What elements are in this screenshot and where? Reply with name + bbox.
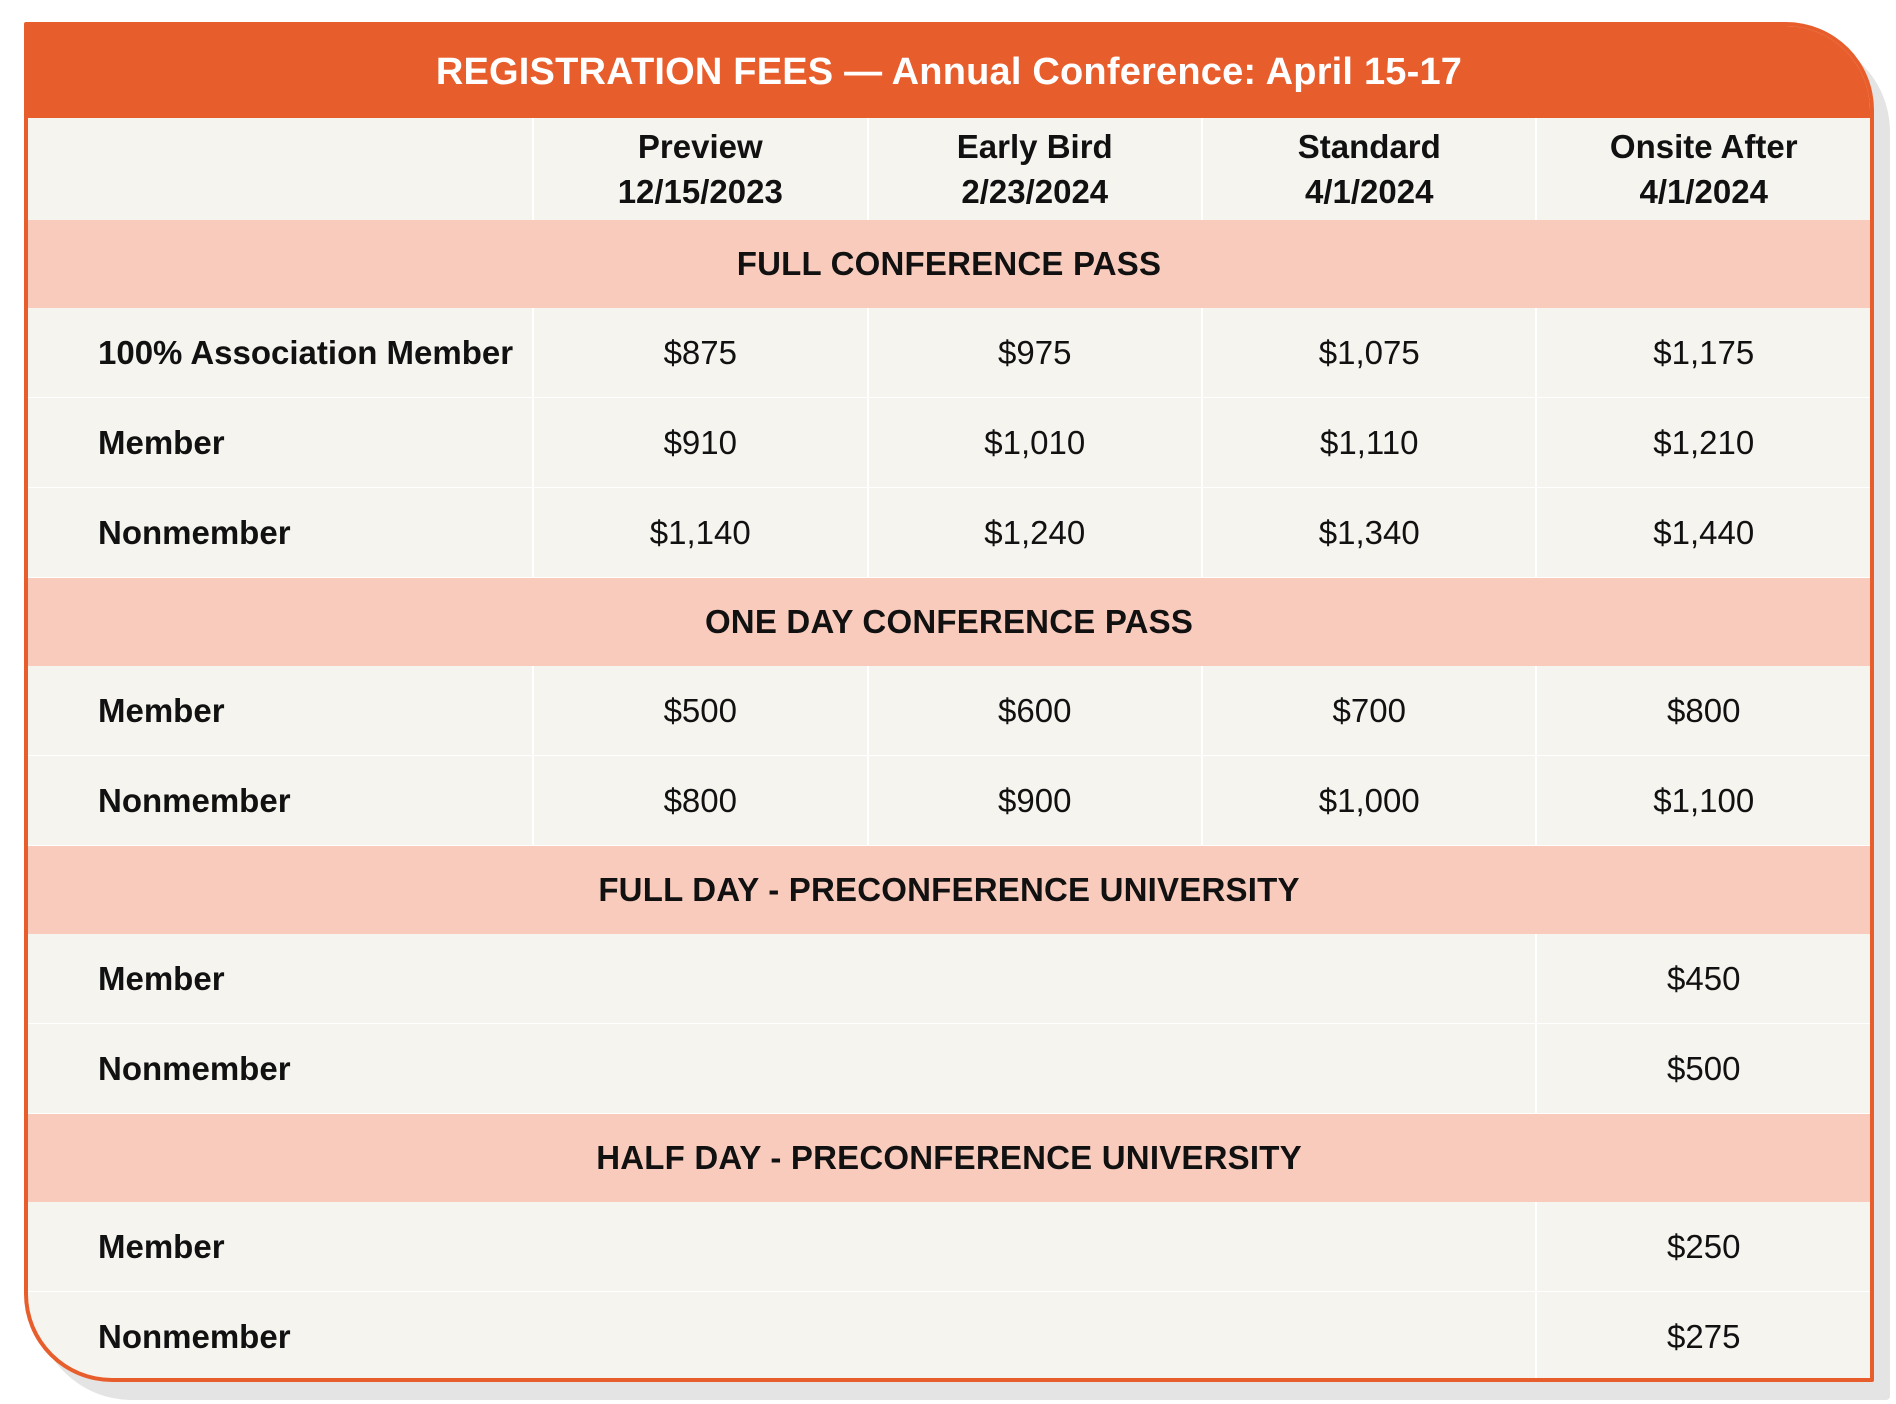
table-row — [28, 666, 1870, 756]
table-row — [28, 1024, 1870, 1114]
section-heading-one-day-conference-pass: ONE DAY CONFERENCE PASS — [28, 578, 1870, 666]
row-label: Member — [98, 1227, 225, 1265]
column-header-early-bird — [867, 118, 1201, 220]
column-header-row — [28, 118, 1870, 220]
table-row — [28, 1292, 1870, 1382]
price-cell: $500 — [1535, 1024, 1870, 1113]
empty-cell — [867, 1292, 1201, 1381]
price-cell: $1,140 — [532, 488, 866, 577]
row-label: Nonmember — [98, 1049, 291, 1087]
column-header-preview — [532, 118, 866, 220]
section-heading-half-day-preconference: HALF DAY - PRECONFERENCE UNIVERSITY — [28, 1114, 1870, 1202]
column-name: Preview — [637, 128, 763, 165]
table-row — [28, 1202, 1870, 1292]
table-row — [28, 308, 1870, 398]
price-cell: $1,010 — [867, 398, 1201, 487]
section-heading-full-conference-pass: FULL CONFERENCE PASS — [28, 220, 1870, 308]
table-row — [28, 934, 1870, 1024]
price-cell: $900 — [867, 756, 1201, 845]
price-cell: $875 — [532, 308, 866, 397]
empty-cell — [1201, 1024, 1535, 1113]
registration-fees-card — [24, 22, 1874, 1382]
row-label: Member — [98, 423, 225, 461]
empty-cell — [532, 1024, 866, 1113]
row-label: 100% Association Member — [98, 333, 514, 371]
table-row — [28, 488, 1870, 578]
empty-cell — [532, 1202, 866, 1291]
price-cell: $600 — [867, 666, 1201, 755]
column-name: Early Bird — [956, 128, 1113, 165]
row-label: Nonmember — [98, 1317, 291, 1355]
price-cell: $250 — [1535, 1202, 1870, 1291]
price-cell: $1,340 — [1201, 488, 1535, 577]
column-date: 12/15/2023 — [617, 173, 783, 210]
empty-cell — [867, 1202, 1201, 1291]
price-cell: $1,100 — [1535, 756, 1869, 845]
price-cell: $500 — [532, 666, 866, 755]
price-cell: $1,000 — [1201, 756, 1535, 845]
price-cell: $910 — [532, 398, 866, 487]
price-cell: $1,175 — [1535, 308, 1869, 397]
empty-cell — [1201, 934, 1535, 1023]
row-label: Member — [98, 691, 225, 729]
price-cell: $1,210 — [1535, 398, 1869, 487]
price-cell: $1,075 — [1201, 308, 1535, 397]
price-cell: $275 — [1535, 1292, 1870, 1381]
table-row — [28, 398, 1870, 488]
row-label: Member — [98, 959, 225, 997]
column-date: 2/23/2024 — [961, 173, 1109, 210]
row-label: Nonmember — [98, 513, 291, 551]
empty-cell — [532, 1292, 866, 1381]
price-cell: $1,240 — [867, 488, 1201, 577]
table-row — [28, 756, 1870, 846]
empty-cell — [1201, 1292, 1535, 1381]
section-heading-full-day-preconference: FULL DAY - PRECONFERENCE UNIVERSITY — [28, 846, 1870, 934]
table-title: REGISTRATION FEES — Annual Conference: April 15-17 — [28, 26, 1870, 118]
row-label: Nonmember — [98, 781, 291, 819]
column-name: Onsite After — [1609, 128, 1798, 165]
fees-table — [28, 118, 1870, 1382]
column-date: 4/1/2024 — [1639, 173, 1768, 210]
column-date: 4/1/2024 — [1305, 173, 1434, 210]
empty-cell — [867, 934, 1201, 1023]
empty-cell — [532, 934, 866, 1023]
price-cell: $800 — [532, 756, 866, 845]
column-name: Standard — [1297, 128, 1441, 165]
column-header-onsite-after — [1535, 118, 1869, 220]
price-cell: $1,110 — [1201, 398, 1535, 487]
price-cell: $1,440 — [1535, 488, 1869, 577]
price-cell: $800 — [1535, 666, 1869, 755]
empty-cell — [1201, 1202, 1535, 1291]
header-blank-cell — [28, 118, 532, 220]
price-cell: $975 — [867, 308, 1201, 397]
price-cell: $450 — [1535, 934, 1870, 1023]
empty-cell — [867, 1024, 1201, 1113]
column-header-standard — [1201, 118, 1535, 220]
price-cell: $700 — [1201, 666, 1535, 755]
